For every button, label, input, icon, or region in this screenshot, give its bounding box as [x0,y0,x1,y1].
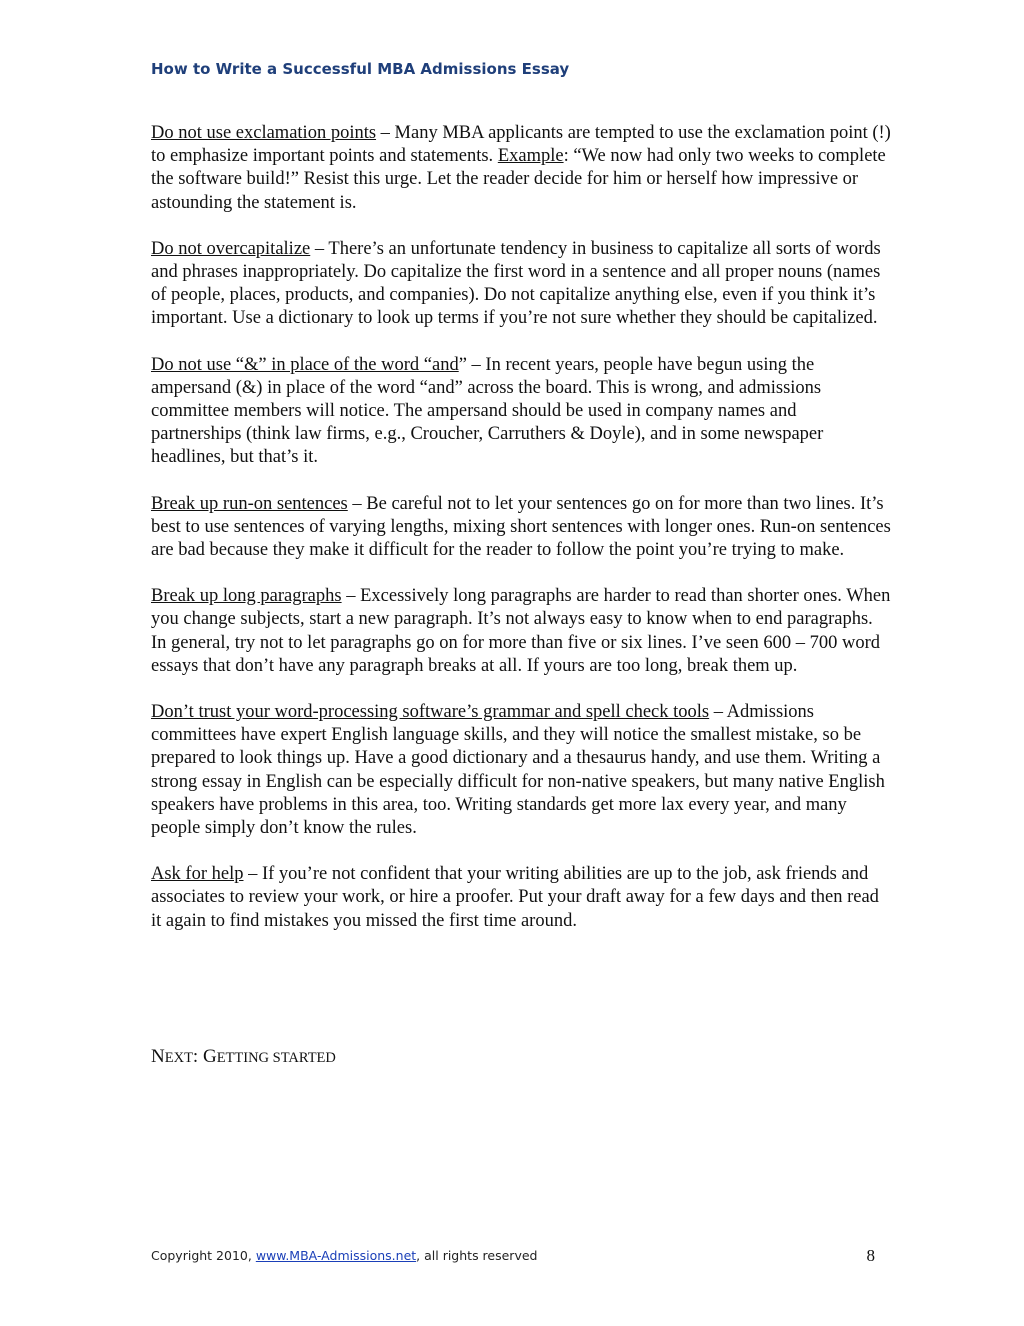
website-link[interactable]: www.MBA-Admissions.net [255,1248,417,1263]
document-body [151,122,891,956]
copyright-suffix: , all rights reserved [416,1248,538,1263]
section-text: ” – In recent years, people have begun using the ampersand (&) in place of the word “and” across the board. This is wrong, and admissions committee members will notice. The ampersand should be used in company names and partnerships (think law firms, e.g., Croucher, Carruthers & Doyle), and in some newspaper headlines, but that’s it. [151,354,824,468]
section-spell-check [151,701,891,840]
copyright-prefix: Copyright 2010, [151,1248,256,1263]
section-heading: Do not use “&” in place of the word “and [151,354,459,375]
section-heading: Do not overcapitalize [151,238,311,259]
example-label: Example [497,146,564,167]
section-overcapitalize [151,238,891,331]
section-text: – Be careful not to let your sentences go on for more than two lines. It’s best to use sentences of varying lengths, mixing short sentences with longer ones. Run-on sentences are bad because they make it difficult for the reader to follow the point you’re trying to make. [151,493,891,561]
next-section-link: NEXT: GETTING STARTED [151,1046,336,1067]
section-text: – Many MBA applicants are tempted to use the exclamation point (!) to emphasize important points and statements. [151,123,891,167]
document-header-title: How to Write a Successful MBA Admissions Essay [151,60,570,78]
section-ampersand [151,354,891,470]
section-long-paragraphs [151,585,891,678]
section-heading: Don’t trust your word-processing software’s grammar and spell check tools [151,702,710,723]
section-exclamation-points [151,122,891,215]
section-heading: Break up run-on sentences [151,493,348,514]
page-number: 8 [866,1246,875,1265]
section-heading: Do not use exclamation points [151,123,377,143]
section-ask-for-help [151,863,891,933]
section-text: – There’s an unfortunate tendency in business to capitalize all sorts of words and phrases inappropriately. Do capitalize the first word in a sentence and all proper nouns (names of people, places, products, and companies). Do not capitalize anything else, even if you think it’s important. Use a dictionary to look up terms if you’re not sure whether they should be capitalized. [151,238,881,329]
page-footer [151,1248,875,1263]
section-text: – If you’re not confident that your writing abilities are up to the job, ask friends and associates to review your work, or hire a proofer. Put your draft away for a few days and then read it again to find mistakes you missed the first time around. [151,864,879,931]
section-text: : “We now had only two weeks to complete the software build!” Resist this urge. Let the reader decide for him or herself how impressive or astounding the statement is. [151,146,886,213]
section-text: – Admissions committees have expert English language skills, and they will notice the smallest mistake, so be prepared to look things up. Have a good dictionary and a thesaurus handy, and use them. Writing a strong essay in English can be especially difficult for non-native speakers, but many native English speakers have problems in this area, too. Writing standards get more lax every year, and many people simply don’t know the rules. [151,702,885,839]
section-run-on-sentences [151,493,891,563]
section-text: – Excessively long paragraphs are harder to read than shorter ones. When you change subjects, start a new paragraph. It’s not always easy to know when to end paragraphs. In general, try not to let paragraphs go on for more than five or six lines. I’ve seen 600 – 700 word essays that don’t have any paragraph breaks at all. If yours are too long, break them up. [151,586,891,676]
section-heading: Ask for help [151,864,244,885]
section-heading: Break up long paragraphs [151,586,342,607]
